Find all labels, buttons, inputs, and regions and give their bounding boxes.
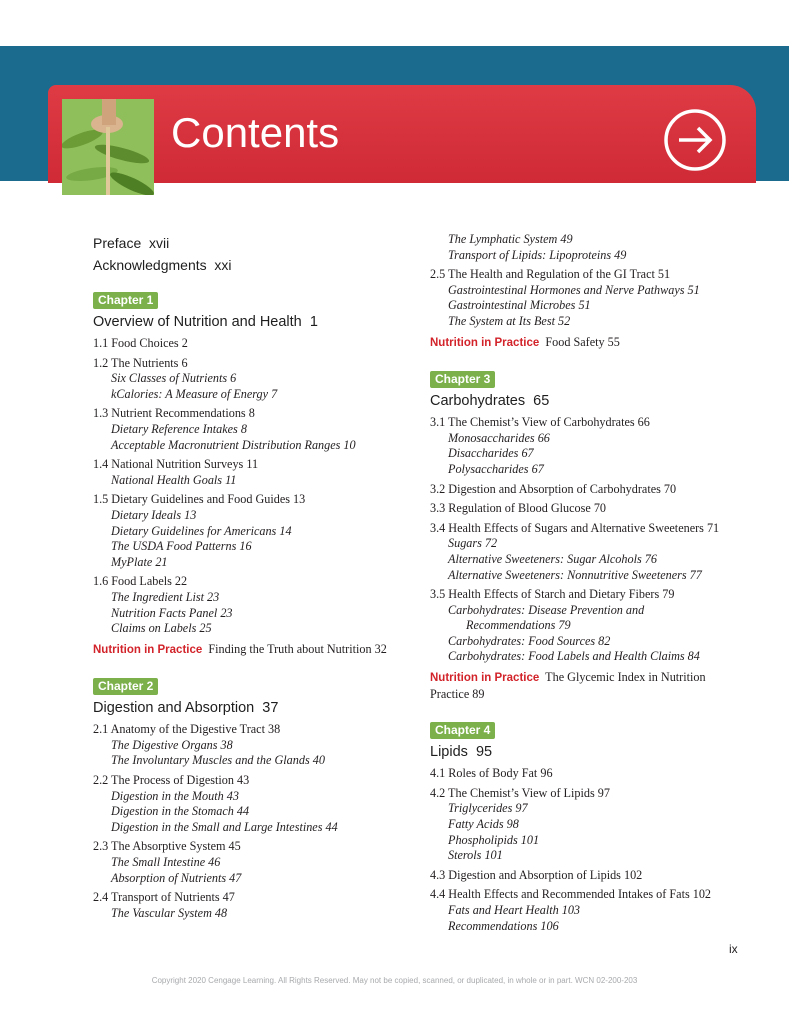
chapter-2-badge: Chapter 2	[93, 678, 158, 695]
toc-subentry[interactable]: Fatty Acids 98	[448, 817, 519, 832]
nutrition-in-practice-entry[interactable]: Nutrition in Practice The Glycemic Index in Nutrition Practice 89	[430, 670, 706, 701]
toc-entry[interactable]: 1.1 Food Choices 2	[93, 336, 188, 350]
toc-entry[interactable]: 2.5 The Health and Regulation of the GI Tract 51	[430, 267, 671, 282]
toc-entry[interactable]: 4.3 Digestion and Absorption of Lipids 102	[430, 867, 643, 882]
toc-subentry[interactable]: Digestion in the Mouth 43	[111, 788, 239, 803]
arrow-right-circle-icon	[662, 107, 728, 178]
toc-subentry[interactable]: MyPlate 21	[111, 554, 168, 569]
toc-subentry[interactable]: Transport of Lipids: Lipoproteins 49	[448, 247, 627, 262]
toc-entry[interactable]: 3.5 Health Effects of Starch and Dietary Fibers 79	[430, 587, 675, 602]
toc-subentry[interactable]: Digestion in the Small and Large Intestines 44	[111, 819, 338, 834]
toc-subentry[interactable]: Disaccharides 67	[448, 446, 534, 461]
nutrition-in-practice-entry[interactable]: Nutrition in Practice Food Safety 55	[430, 334, 620, 349]
toc-subentry-continued[interactable]: Recommendations 79	[466, 618, 571, 633]
toc-subentry[interactable]: Fats and Heart Health 103	[448, 903, 581, 917]
toc-entry[interactable]: 4.4 Health Effects and Recommended Intakes of Fats 102	[430, 887, 712, 902]
toc-subentry[interactable]: Sugars 72	[448, 536, 498, 551]
toc-subentry[interactable]: Absorption of Nutrients 47	[111, 870, 242, 885]
toc-entry[interactable]: 2.4 Transport of Nutrients 47	[93, 890, 235, 905]
toc-subentry[interactable]: Carbohydrates: Disease Prevention and	[448, 602, 645, 617]
toc-subentry[interactable]: Gastrointestinal Hormones and Nerve Pathways 51	[448, 282, 700, 297]
toc-subentry[interactable]: The Ingredient List 23	[111, 589, 220, 604]
chapter-1-badge: Chapter 1	[93, 292, 158, 309]
nip-label: Nutrition in Practice	[93, 643, 203, 656]
front-matter-acknowledgments[interactable]: Acknowledgments xxi	[93, 257, 232, 273]
toc-subentry[interactable]: Recommendations 106	[448, 918, 559, 933]
toc-entry[interactable]: 1.6 Food Labels 22	[93, 574, 188, 589]
toc-subentry[interactable]: Gastrointestinal Microbes 51	[448, 298, 591, 313]
toc-entry[interactable]: 3.2 Digestion and Absorption of Carbohydrates 70	[430, 481, 677, 496]
toc-entry[interactable]: 3.4 Health Effects of Sugars and Alternative Sweeteners 71	[430, 520, 720, 535]
toc-subentry[interactable]: kCalories: A Measure of Energy 7	[111, 386, 278, 401]
toc-entry[interactable]: 4.1 Roles of Body Fat 96	[430, 766, 553, 781]
chapter-4-badge: Chapter 4	[430, 722, 495, 739]
chapter-3-title[interactable]: Carbohydrates 65	[430, 393, 550, 410]
toc-subentry[interactable]: Alternative Sweeteners: Nonnutritive Sweeteners 77	[448, 567, 702, 582]
nip-label: Nutrition in Practice	[430, 672, 540, 685]
toc-subentry[interactable]: Monosaccharides 66	[448, 430, 550, 445]
toc-subentry[interactable]: Dietary Guidelines for Americans 14	[111, 523, 292, 538]
toc-entry[interactable]: 2.2 The Process of Digestion 43	[93, 773, 250, 788]
chapter-2-title[interactable]: Digestion and Absorption 37	[93, 700, 279, 717]
toc-subentry[interactable]: The Vascular System 48	[111, 905, 228, 920]
toc-subentry[interactable]: Six Classes of Nutrients 6	[111, 371, 237, 386]
toc-subentry[interactable]: Digestion in the Stomach 44	[111, 804, 250, 819]
toc-subentry[interactable]: Triglycerides 97	[448, 801, 528, 816]
toc-entry[interactable]: 2.1 Anatomy of the Digestive Tract 38	[93, 722, 281, 737]
toc-subentry[interactable]: The System at Its Best 52	[448, 313, 571, 328]
toc-subentry[interactable]: National Health Goals 11	[111, 472, 237, 487]
chapter-3-badge: Chapter 3	[430, 371, 495, 388]
page-title: Contents	[171, 109, 340, 156]
copyright-notice: Copyright 2020 Cengage Learning. All Rights Reserved. May not be copied, scanned, or duplicated, in whole or in part. WCN 02-200-203	[151, 976, 638, 985]
toc-entry[interactable]: 1.5 Dietary Guidelines and Food Guides 13	[93, 492, 306, 507]
toc-entry[interactable]: 3.3 Regulation of Blood Glucose 70	[430, 501, 607, 516]
toc-entry[interactable]: 2.3 The Absorptive System 45	[93, 839, 241, 854]
toc-entry[interactable]: 1.3 Nutrient Recommendations 8	[93, 406, 255, 421]
toc-entry[interactable]: 4.2 The Chemist’s View of Lipids 97	[430, 785, 610, 800]
toc-entry[interactable]: 1.2 The Nutrients 6	[93, 355, 188, 370]
contents-left-column	[93, 232, 423, 921]
toc-subentry[interactable]: Acceptable Macronutrient Distribution Ranges 10	[111, 437, 356, 452]
toc-subentry[interactable]: The USDA Food Patterns 16	[111, 539, 252, 554]
page-number: ix	[729, 942, 738, 956]
toc-subentry[interactable]: Dietary Ideals 13	[111, 507, 197, 522]
toc-subentry[interactable]: The Digestive Organs 38	[111, 737, 233, 752]
contents-banner	[48, 85, 756, 183]
chapter-1-title[interactable]: Overview of Nutrition and Health 1	[93, 314, 318, 330]
toc-entry[interactable]: 3.1 The Chemist’s View of Carbohydrates 66	[430, 415, 650, 430]
front-matter-preface[interactable]: Preface xvii	[93, 235, 170, 251]
toc-subentry[interactable]: The Small Intestine 46	[111, 855, 221, 870]
toc-subentry[interactable]: Nutrition Facts Panel 23	[111, 605, 233, 620]
chapter-4-title[interactable]: Lipids 95	[430, 744, 493, 761]
toc-subentry[interactable]: Claims on Labels 25	[111, 621, 212, 636]
toc-subentry[interactable]: Carbohydrates: Food Labels and Health Claims 84	[448, 649, 700, 664]
toc-subentry[interactable]: Carbohydrates: Food Sources 82	[448, 633, 611, 648]
toc-subentry[interactable]: Phospholipids 101	[448, 832, 540, 847]
toc-subentry[interactable]: Alternative Sweeteners: Sugar Alcohols 76	[448, 551, 657, 566]
green-beans-photo	[62, 99, 154, 195]
toc-subentry[interactable]: The Lymphatic System 49	[448, 232, 573, 246]
toc-subentry[interactable]: Sterols 101	[448, 848, 503, 863]
contents-right-column	[430, 232, 760, 934]
toc-subentry[interactable]: Dietary Reference Intakes 8	[111, 421, 247, 436]
toc-entry[interactable]: 1.4 National Nutrition Surveys 11	[93, 457, 259, 472]
toc-subentry[interactable]: The Involuntary Muscles and the Glands 40	[111, 753, 325, 768]
nip-label: Nutrition in Practice	[430, 336, 540, 349]
toc-subentry[interactable]: Polysaccharides 67	[448, 461, 544, 476]
nutrition-in-practice-entry[interactable]: Nutrition in Practice Finding the Truth about Nutrition 32	[93, 641, 387, 656]
